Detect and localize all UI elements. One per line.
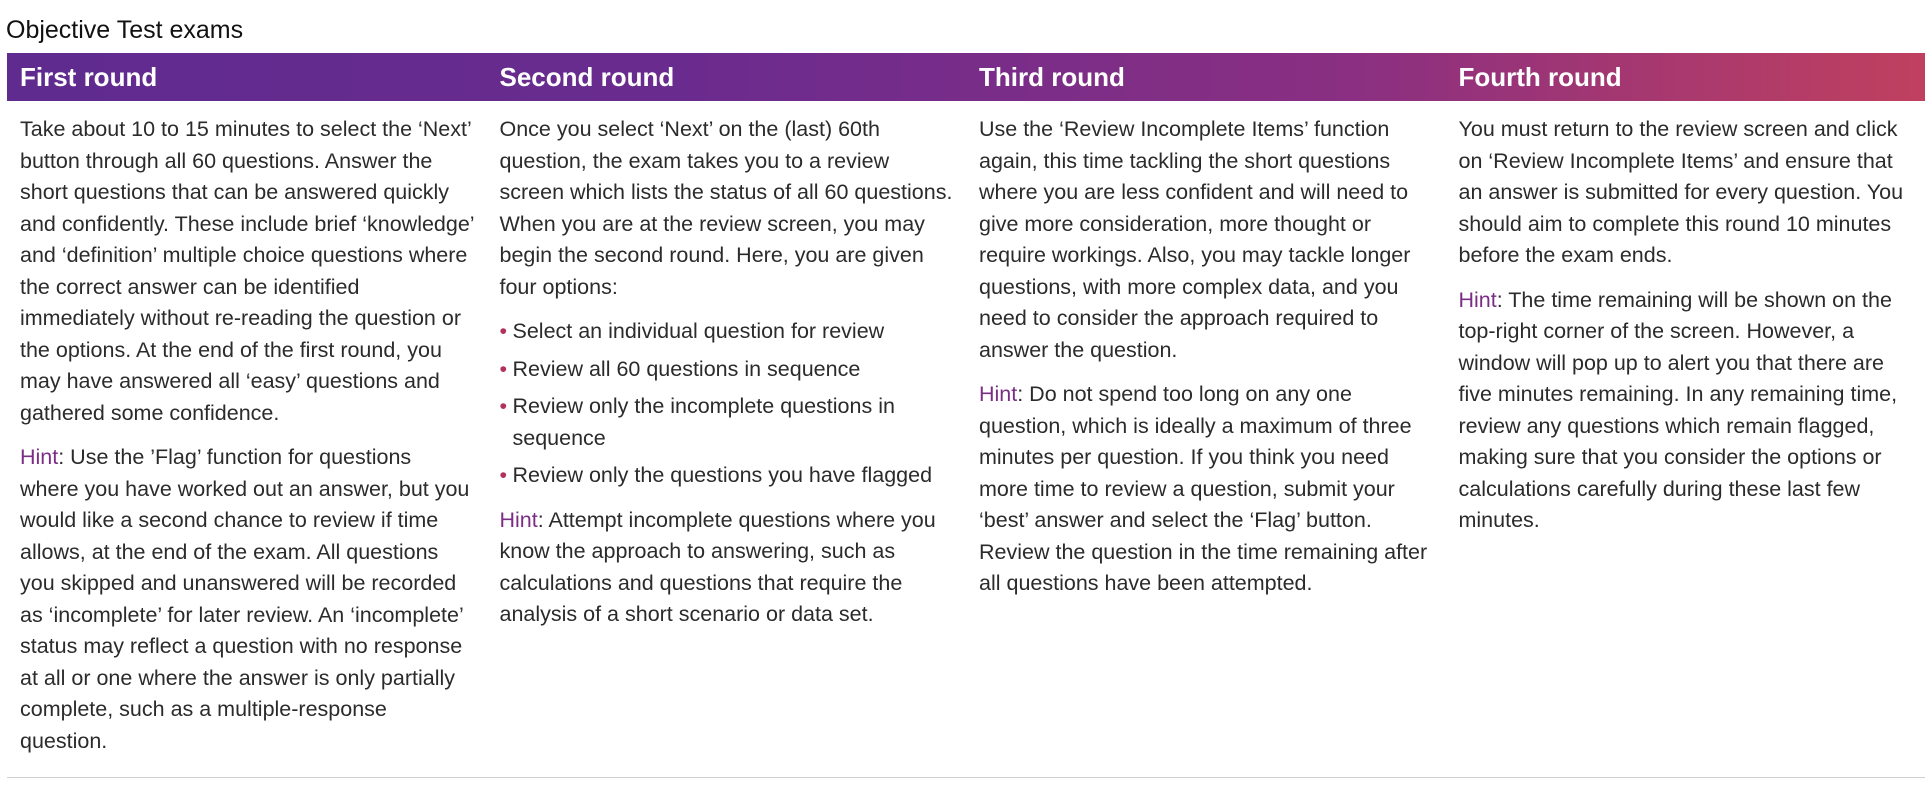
hint-text: : Attempt incomplete questions where you know the approach to answering, such as calculations and questions that require the analysis of a short scenario or data set.	[499, 507, 936, 626]
page-title: Objective Test exams	[6, 16, 244, 44]
hint-label: Hint	[1458, 287, 1497, 312]
hint-paragraph	[1459, 285, 1915, 537]
table-body	[7, 101, 1925, 778]
hint-paragraph	[979, 379, 1435, 600]
hint-paragraph	[20, 442, 476, 757]
heading-second-round: Second round	[499, 62, 675, 92]
column-first-round	[7, 101, 487, 777]
bullet-icon: •	[499, 394, 508, 418]
option-text: Review all 60 questions in sequence	[512, 356, 861, 381]
table-header	[7, 53, 1925, 101]
list-item	[500, 391, 956, 454]
round-description: Use the ‘Review Incomplete Items’ function again, this time tackling the short questions where you are less confident and will need to give more consideration, more thought or require workings. Also, you may tackle longer questions, with more complex data, and you need to consider the approach required to answer the question.	[979, 117, 1411, 362]
column-third-round	[966, 101, 1446, 777]
heading-first-round: First round	[20, 62, 158, 92]
hint-label: Hint	[979, 382, 1018, 406]
list-item	[500, 354, 956, 386]
bullet-icon: •	[499, 463, 508, 487]
heading-third-round: Third round	[979, 62, 1125, 92]
bullet-icon: •	[499, 319, 508, 343]
hint-text: : The time remaining will be shown on the top-right corner of the screen. However, a window will pop up to alert you that there are five minutes remaining. In any remaining time, review any questions which remain flagged, making sure that you consider the options or calculations carefully during these last few minutes.	[1458, 287, 1898, 532]
hint-paragraph	[500, 505, 956, 631]
hint-text: : Use the ’Flag’ function for questions where you have worked out an answer, but you would like a second chance to review if time allows, at the end of the exam. All questions you skipped and unanswered will be recorded as ‘incomplete’ for later review. An ‘incomplete’ status may reflect a question with no response at all or one where the answer is only partially complete, such as a multiple-response question.	[20, 445, 470, 753]
round-description: Once you select ‘Next’ on the (last) 60th question, the exam takes you to a review screen which lists the status of all 60 questions. When you are at the review screen, you may begin the second round. Here, you are given four options:	[499, 117, 953, 299]
heading-fourth-round: Fourth round	[1458, 62, 1622, 92]
rounds-table	[7, 53, 1925, 778]
options-list	[500, 316, 956, 492]
hint-label: Hint	[20, 445, 59, 469]
list-item	[500, 316, 956, 348]
option-text: Review only the incomplete questions in sequence	[512, 394, 895, 450]
list-item	[500, 460, 956, 492]
round-description: Take about 10 to 15 minutes to select the ‘Next’ button through all 60 questions. Answer the short questions that can be answered quickly and confidently. These include brief ‘knowledge’ and ‘definition’ multiple choice questions where the correct answer can be identified immediately without re-reading the question or the options. At the end of the first round, you may have answered all ‘easy’ questions and gathered some confidence.	[20, 117, 474, 425]
column-fourth-round	[1446, 101, 1926, 777]
bullet-icon: •	[499, 356, 508, 381]
column-second-round	[487, 101, 967, 777]
hint-label: Hint	[499, 507, 538, 532]
hint-text: : Do not spend too long on any one question, which is ideally a maximum of three minutes per question. If you think you need more time to review a question, submit your ‘best’ answer and select the ‘Flag’ button. Review the question in the time remaining after all questions have been attempted.	[979, 382, 1428, 595]
option-text: Review only the questions you have flagged	[512, 463, 933, 487]
option-text: Select an individual question for review	[512, 319, 885, 343]
round-description: You must return to the review screen and click on ‘Review Incomplete Items’ and ensure that an answer is submitted for every question. You should aim to complete this round 10 minutes before the exam ends.	[1458, 117, 1904, 267]
